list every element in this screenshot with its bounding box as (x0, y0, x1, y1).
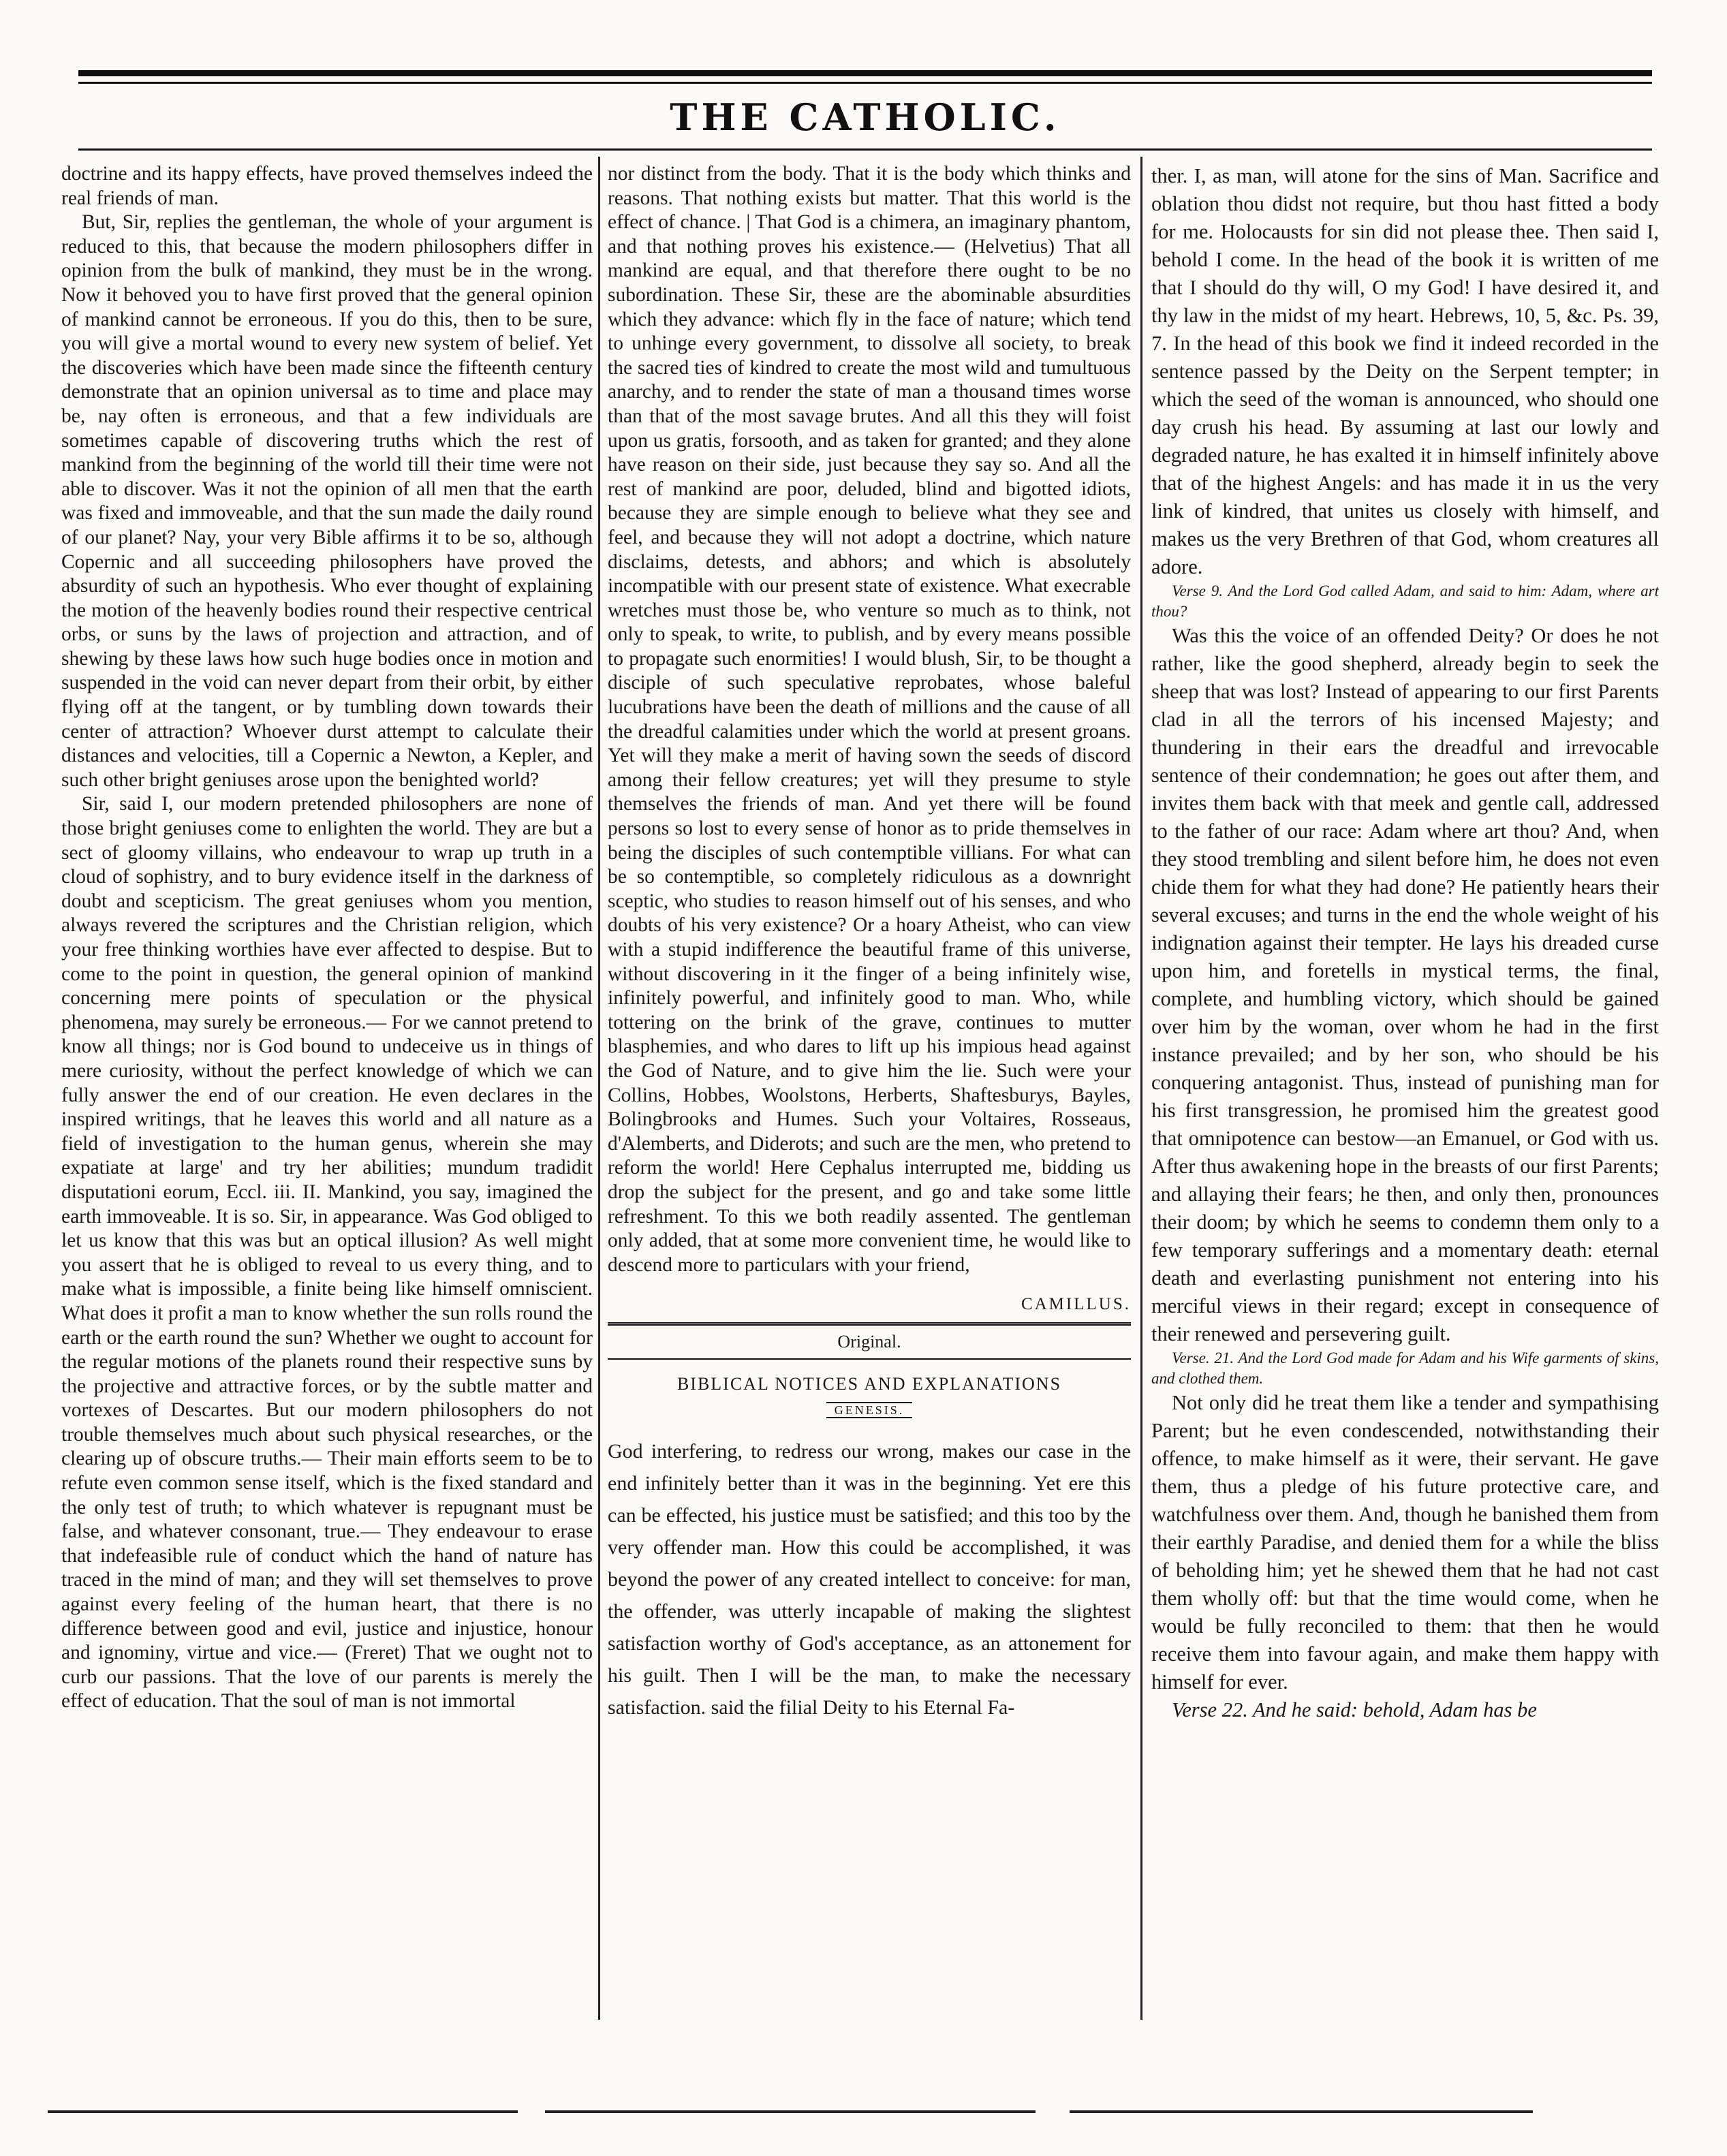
column-middle-paragraph-1: nor distinct from the body. That it is the body which thinks and reasons. That nothing exists but matter. That this world is the effect of chance. | That God is a chimera, an imaginary phantom, and that nothing proves his existence.— (Helvetius) That all mankind are equal, and that therefore there ought to be no subordination. These Sir, these are the abominable absurdities which they advance: which fly in the face of nature; which tend to unhinge every government, to dissolve all society, to break the sacred ties of kindred to create the most wild and tumultuous anarchy, and to render the state of man a thousand times worse than that of the most savage brutes. And all this they will foist upon us gratis, forsooth, and as taken for granted; and they alone have reason on their side, just because they say so. And all the rest of mankind are poor, deluded, blind and bigotted idiots, because they are simple enough to believe what they see and feel, and because they will not adopt a doctrine, which nature disclaims, detests, and abhors; and which is absolutely incompatible with our present state of existence. What execrable wretches must those be, who venture so much as to think, not only to speak, to write, to publish, and by every means possible to propagate such enormities! I would blush, Sir, to be thought a disciple of such speculative reprobates, whose baleful lucubrations have been the death of millions and the cause of all the dreadful calamities under which the world at present groans. Yet will they make a merit of having sown the seeds of discord among their fellow creatures; yet will they presume to style themselves the friends of man. And yet there will be found persons so lost to every sense of honor as to pride themselves in being the disciples of such contemptible villians. For what can be so contemptible, so completely ridiculous as a downright sceptic, who studies to reason himself out of his senses, and who doubts of his very existence? Or a hoary Atheist, who can view with a stupid indifference the beautiful frame of this universe, without discovering in it the finger of a being infinitely wise, infinitely powerful, and infinitely good to man. Who, while tottering on the brink of the grave, continues to mutter blasphemies, and who dares to lift up his impious head against the God of Nature, and to give him the lie. Such were your Collins, Hobbes, Woolstons, Herberts, Shaftesburys, Bayles, Bolingbrooks and Humes. Such your Voltaires, Rosseaus, d'Alemberts, and Diderots; and such are the men, who pretend to reform the world! Here Cephalus interrupted me, bidding us drop the subject for the present, and go and take some little refreshment. To this we both readily assented. The gentleman only added, that at some more convenient time, he would like to descend more to particulars with your friend, (608, 163, 1131, 1276)
original-label: Original. (837, 1331, 901, 1352)
column-left (61, 162, 593, 2015)
section-divider (608, 1322, 1131, 1326)
column-left-paragraph-3: Sir, said I, our modern pretended philosophers are none of those bright geniuses come to enlighten the world. They are but a sect of gloomy villains, who endeavour to wrap up truth in a cloud of sophistry, and to bury evidence itself in the darkness of doubt and scepticism. The great geniuses whom you mention, always revered the scriptures and the Christian religion, which your free thinking worthies have ever affected to despise. But to come to the point in question, the general opinion of mankind concerning mere points of speculation or the physical phenomena, may surely be erroneous.— For we cannot pretend to know all things; nor is God bound to undeceive us in things of mere curiosity, without the perfect knowledge of which we can fully answer the end of our creation. He even declares in the inspired writings, that he leaves this world and all nature as a field of investigation to the human genus, wherein she may expatiate at large' and try her abilities; mundum tradidit disputationi eorum, Eccl. iii. II. Mankind, you say, imagined the earth immoveable. It is so. Sir, in appearance. Was God obliged to let us know that this was but an optical illusion? As well might you assert that he is obliged to reveal to us every thing, and to make what is impossible, a finite being like himself omniscient. What does it profit a man to know whether the sun rolls round the earth or the earth round the sun? Whether we ought to account for the regular motions of the planets round their respective suns by the projective and attractive forces, or by the subtle matter and vortexes of Descartes. But our modern philosophers do not trouble themselves much about such physical researches, or the clearing up of obscure truths.— Their main efforts seem to be to refute even common sense itself, which is the fixed standard and the only test of truth; to which whatever is repugnant must be false, and whatever consonant, true.— They endeavour to erase that indefeasible rule of conduct which the hand of nature has traced in the mind of man; and they will set themselves to prove against every feeling of the human heart, that there is no difference between good and evil, justice and injustice, honour and ignominy, virtue and vice.— (Freret) That we ought not to curb our passions. That the love of our parents is merely the effect of education. That the soul of man is not immortal (61, 793, 593, 1713)
biblical-paragraph: God interfering, to redress our wrong, makes our case in the end infinitely better than it was in the beginning. Yet ere this can be effected, his justice must be satisfied; and this too by the very offender man. How this could be accomplished, it was beyond the power of any created intellect to conceive: for man, the offender, was utterly incapable of making the slightest satisfaction worthy of God's acceptance, as an attonement for his guilt. Then I will be the man, to make the necessary satisfaction. said the filial Deity to his Eternal Fa- (608, 1439, 1131, 1719)
signature: CAMILLUS. (1021, 1295, 1131, 1314)
column-right-paragraph-3: Not only did he treat them like a tender and sympathising Parent; but he even condescended, notwithstanding their offence, to make himself as it were, their servant. He gave them, thus a pledge of his future protective care, and watchfulness over them. And, though he banished them from their earthly Paradise, and denied them for a while the bliss of beholding him; yet he shewed them that he had not cast them wholly off: but that the time would come, when he would be fully reconciled to them: that then he would receive them into favour again, and make them happy with himself for ever. (1151, 1391, 1659, 1693)
masthead-rule (78, 149, 1652, 151)
column-right-paragraph-1: ther. I, as man, will atone for the sins of Man. Sacrifice and oblation thou didst not require, but thou hast fitted a body for me. Holocausts for sin did not please thee. Then said I, behold I come. In the head of the book it is written of me that I should do thy will, O my God! I have desired it, and thy law in the midst of my heart. Hebrews, 10, 5, &c. Ps. 39, 7. In the head of this book we find it indeed recorded in the sentence passed by the Deity on the Serpent tempter; in which the seed of the woman is announced, who should one day crush his head. By assuming at last our lowly and degraded nature, he has exalted it in himself infinitely above that of the highest Angels: and has made it in us the very link of kindred, that unites us closely with himself, and makes us the very Brethren of that God, whom creatures all adore. (1151, 164, 1659, 578)
bottom-rules (48, 2110, 1615, 2113)
column-left-paragraph-2: But, Sir, replies the gentleman, the whole of your argument is reduced to this, that because the modern philosophers differ in opinion from the bulk of mankind, they must be in the wrong. Now it behoved you to have first proved that the general opinion of mankind cannot be erroneous. If you do this, then to be sure, you will give a mortal wound to every new system of belief. Yet the discoveries which have been made since the fifteenth century demonstrate that an opinion universal as to time and place may be, nay often is erroneous, and that a few individuals are sometimes capable of discovering truths which the rest of mankind from the beginning of the world till their time were not able to discover. Was it not the opinion of all men that the earth was fixed and immoveable, and that the sun made the daily round of our planet? Nay, your very Bible affirms it to be so, although Copernic and all succeeding philosophers have proved the absurdity of such an hypothesis. Who ever thought of explaining the motion of the heavenly bodies round their respective centrical orbs, or suns by the laws of projection and attraction, and of shewing by these laws how such huge bodies once in motion and suspended in the void can never depart from their orbit, by either flying off at the tangent, or by tumbling down towards their center of attraction? Whoever durst attempt to calculate their distances and velocities, till a Copernic a Newton, a Kepler, and such other bright geniuses arose upon the benighted world? (61, 211, 593, 791)
bottom-rule-right (1070, 2110, 1533, 2113)
verse-22: Verse 22. And he said: behold, Adam has be (1172, 1698, 1537, 1721)
section-subtitle (608, 1399, 1131, 1423)
bottom-rule-left (48, 2110, 518, 2113)
top-rule-thin (78, 82, 1652, 84)
masthead-title: THE CATHOLIC. (670, 95, 1061, 139)
column-right-paragraph-2: Was this the voice of an offended Deity? Or does he not rather, like the good shepherd, already begin to seek the sheep that was lost? Instead of appearing to our first Parents clad in all the terrors of his incensed Majesty; and thundering in their ears the dreadful and irrevocable sentence of their condemnation; he goes out after them, and invites them back with that meek and gentle call, addressed to the father of our race: Adam where art thou? And, when they stood trembling and silent before him, he does not even chide them for what they had done? He patiently hears their several excuses; and turns in the end the whole weight of his indignation against their tempter. He lays his dreaded curse upon him, and foretells in mystical terms, the final, complete, and humbling victory, which should be gained over him by the woman, over whom he had in the first instance prevailed; and by her son, who should be his conquering antagonist. Thus, instead of punishing man for his first transgression, he promised him the greatest good that omnipotence can bestow—an Emanuel, or God with us. After thus awakening hope in the breasts of our first Parents; and allaying their fears; he then, and only then, pronounces their doom; by which he seems to condemn them only to a few temporary sufferings and a momentary death: eternal death and everlasting punishment not entering into his merciful views in their regard; except in consequence of their renewed and persevering guilt. (1151, 624, 1659, 1345)
verse-21: Verse. 21. And the Lord God made for Adam and his Wife garments of skins, and clothed them. (1151, 1349, 1659, 1387)
top-rule-thick (78, 70, 1652, 76)
bottom-rule-middle (545, 2110, 1036, 2113)
column-middle (608, 162, 1131, 2015)
section-subtitle-text: GENESIS. (826, 1402, 913, 1418)
section-title: BIBLICAL NOTICES AND EXPLANATIONS (676, 1373, 1062, 1394)
original-rule (608, 1358, 1131, 1360)
verse-9: Verse 9. And the Lord God called Adam, and said to him: Adam, where art thou? (1151, 582, 1659, 620)
column-separator-left (598, 157, 600, 2020)
column-separator-right (1140, 157, 1142, 2020)
column-right (1151, 162, 1659, 2015)
column-left-paragraph-1: doctrine and its happy effects, have proved themselves indeed the real friends of man. (61, 163, 593, 209)
